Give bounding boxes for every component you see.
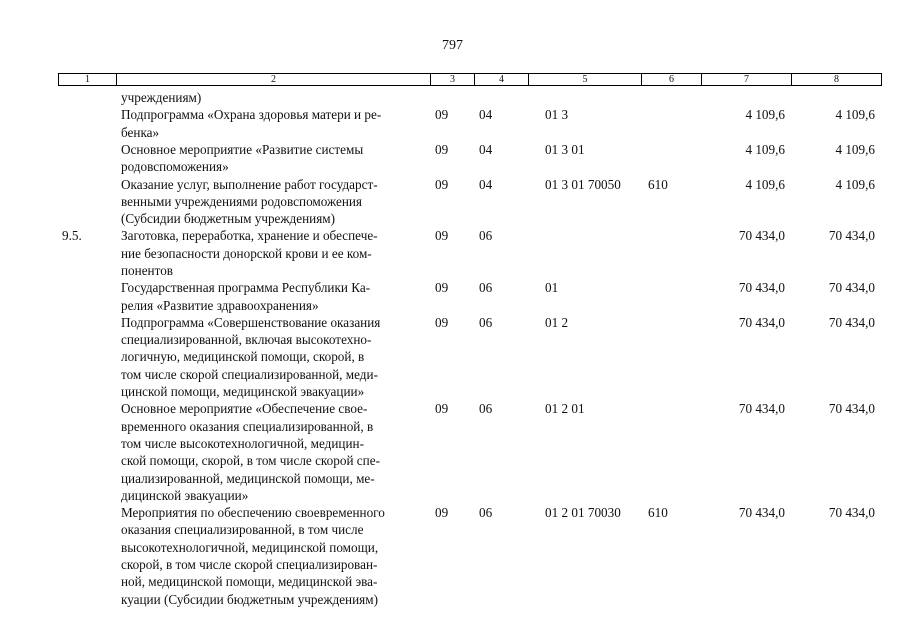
row-name-line: цинской помощи, медицинской эвакуации» [121, 384, 365, 400]
row-name-line: релия «Развитие здравоохранения» [121, 297, 319, 313]
page-number: 797 [442, 38, 463, 53]
row-cell-c7: 70 434,0 [738, 401, 785, 417]
row-cell-c3: 09 [435, 314, 449, 330]
row-name-line: ской помощи, скорой, в том числе скорой спе- [121, 453, 380, 469]
row-name-line: специализированной, включая высокотехно- [121, 332, 372, 348]
row-name-line: родовспоможения» [121, 159, 229, 175]
column-header-4: 4 [475, 74, 529, 86]
row-name [121, 227, 423, 279]
row-cell-c5: 01 3 01 [545, 141, 585, 157]
row-cell-c6: 610 [648, 176, 668, 192]
row-cell-c3: 09 [435, 505, 449, 521]
column-header-1: 1 [59, 74, 117, 86]
row-cell-c8: 4 109,6 [835, 141, 875, 157]
row-name-line: куации (Субсидии бюджетным учреждениям) [121, 591, 378, 607]
row-name-line: Государственная программа Республики Ка- [121, 280, 371, 296]
column-header-8: 8 [792, 74, 882, 86]
row-name [121, 504, 423, 608]
row-name-line: логичную, медицинской помощи, скорой, в [121, 349, 365, 365]
row-cell-c7: 70 434,0 [738, 314, 785, 330]
row-name-line: ние безопасности донорской крови и ее ком- [121, 245, 372, 261]
row-cell-c7: 70 434,0 [738, 280, 785, 296]
row-cell-c8: 4 109,6 [835, 107, 875, 123]
row-cell-c4: 06 [479, 228, 493, 244]
column-header-table [58, 73, 882, 86]
row-cell-c4: 06 [479, 505, 493, 521]
row-name-line: циализированной, медицинской помощи, ме- [121, 470, 375, 486]
row-cell-c8: 70 434,0 [828, 314, 875, 330]
row-cell-c5: 01 2 01 [545, 401, 585, 417]
row-cell-c3: 09 [435, 107, 449, 123]
row-cell-c8: 70 434,0 [828, 228, 875, 244]
row-name [121, 141, 423, 176]
row-cell-c3: 09 [435, 141, 449, 157]
row-cell-c8: 4 109,6 [835, 176, 875, 192]
column-header-7: 7 [702, 74, 792, 86]
column-header-2: 2 [117, 74, 431, 86]
row-name-line: (Субсидии бюджетным учреждениям) [121, 211, 335, 227]
row-name [121, 400, 423, 504]
row-cell-c5: 01 3 [545, 107, 569, 123]
row-name-line: бенка» [121, 124, 160, 140]
row-cell-c4: 06 [479, 401, 493, 417]
column-header-5: 5 [529, 74, 642, 86]
row-name [121, 89, 423, 106]
row-name-line: том числе скорой специализированной, меди- [121, 366, 378, 382]
row-cell-c3: 09 [435, 228, 449, 244]
row-name-line: временного оказания специализированной, в [121, 418, 374, 434]
row-cell-c4: 06 [479, 280, 493, 296]
row-cell-c5: 01 2 [545, 314, 569, 330]
row-name [121, 314, 423, 400]
column-header-row [59, 74, 882, 86]
row-number: 9.5. [62, 228, 82, 244]
row-cell-c7: 4 109,6 [745, 176, 785, 192]
row-name [121, 279, 423, 314]
row-name-line: ной, медицинской помощи, медицинской эва- [121, 574, 378, 590]
row-cell-c7: 70 434,0 [738, 505, 785, 521]
row-name-line: высокотехнологичной, медицинской помощи, [121, 539, 379, 555]
row-name-line: Оказание услуг, выполнение работ государст- [121, 176, 378, 192]
row-name-line: оказания специализированной, в том числе [121, 522, 364, 538]
row-name-line: Основное мероприятие «Развитие системы [121, 141, 364, 157]
row-cell-c5: 01 3 01 70050 [545, 176, 621, 192]
row-cell-c3: 09 [435, 280, 449, 296]
row-name-line: Заготовка, переработка, хранение и обеспече- [121, 228, 378, 244]
row-name [121, 106, 423, 141]
row-name-line: скорой, в том числе скорой специализирован- [121, 557, 378, 573]
row-cell-c7: 70 434,0 [738, 228, 785, 244]
row-cell-c4: 04 [479, 107, 493, 123]
row-name [121, 176, 423, 228]
row-name-line: Мероприятия по обеспечению своевременного [121, 505, 385, 521]
row-cell-c4: 06 [479, 314, 493, 330]
column-header-6: 6 [642, 74, 702, 86]
row-name-line: Основное мероприятие «Обеспечение свое- [121, 401, 368, 417]
row-cell-c5: 01 [545, 280, 559, 296]
row-cell-c6: 610 [648, 505, 668, 521]
row-name-line: учреждениям) [121, 90, 202, 105]
row-cell-c8: 70 434,0 [828, 505, 875, 521]
row-name-line: понентов [121, 262, 174, 278]
row-cell-c3: 09 [435, 176, 449, 192]
row-cell-c7: 4 109,6 [745, 141, 785, 157]
row-name-line: дицинской эвакуации» [121, 487, 249, 503]
row-cell-c7: 4 109,6 [745, 107, 785, 123]
row-name-line: том числе высокотехнологичной, медицин- [121, 435, 364, 451]
row-name-line: Подпрограмма «Совершенствование оказания [121, 314, 381, 330]
row-cell-c8: 70 434,0 [828, 280, 875, 296]
row-cell-c3: 09 [435, 401, 449, 417]
row-name-line: венными учреждениями родовспоможения [121, 193, 362, 209]
row-cell-c8: 70 434,0 [828, 401, 875, 417]
row-name-line: Подпрограмма «Охрана здоровья матери и ре- [121, 107, 382, 123]
row-cell-c5: 01 2 01 70030 [545, 505, 621, 521]
row-cell-c4: 04 [479, 176, 493, 192]
row-cell-c4: 04 [479, 141, 493, 157]
column-header-3: 3 [431, 74, 475, 86]
